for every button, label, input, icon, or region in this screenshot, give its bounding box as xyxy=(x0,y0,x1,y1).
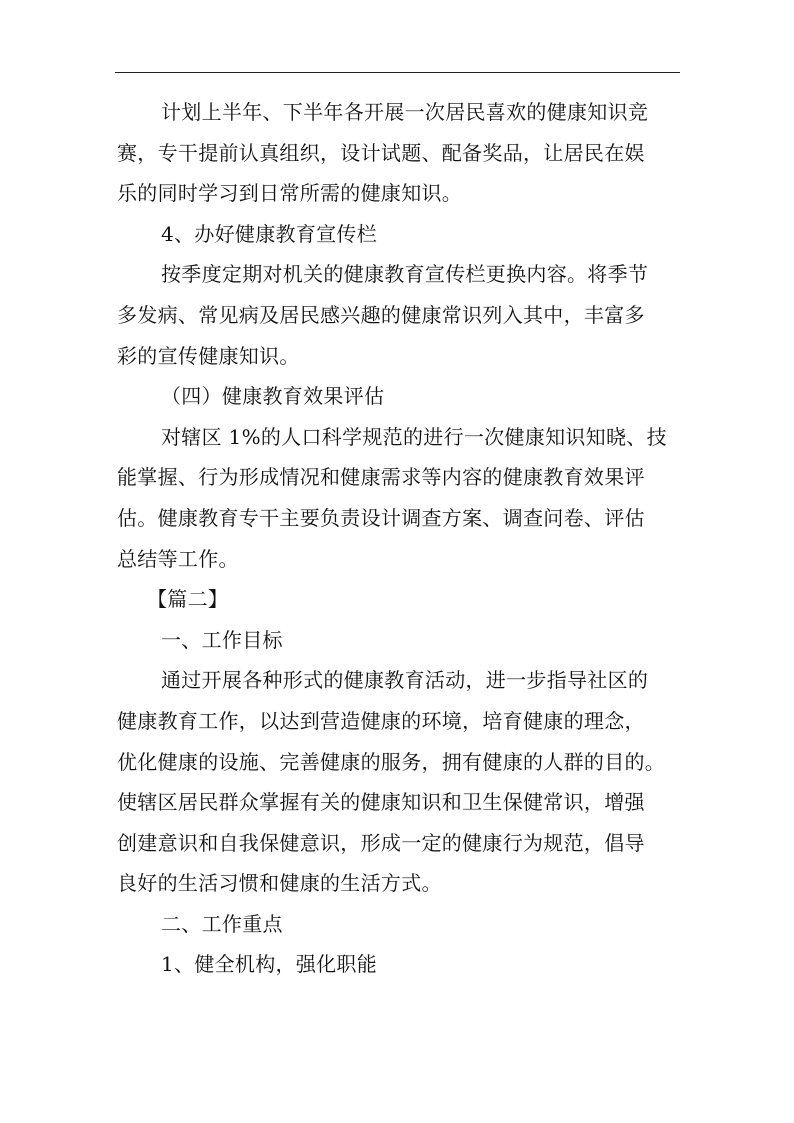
section-heading: 4、办好健康教育宣传栏 xyxy=(161,221,378,246)
paragraph-line: 能掌握、行为形成情况和健康需求等内容的健康教育效果评 xyxy=(117,465,645,490)
paragraph-line: 对辖区 1%的人口科学规范的进行一次健康知识知晓、技 xyxy=(161,424,667,449)
paragraph-line: 计划上半年、下半年各开展一次居民喜欢的健康知识竞 xyxy=(161,100,649,124)
header-rule xyxy=(115,72,680,73)
document-body xyxy=(117,92,677,985)
paragraph-line: 使辖区居民群众掌握有关的健康知识和卫生保健常识，增强 xyxy=(117,790,645,815)
paragraph-line: 通过开展各种形式的健康教育活动，进一步指导社区的 xyxy=(161,668,649,693)
paragraph-line: 优化健康的设施、完善健康的服务，拥有健康的人群的目的。 xyxy=(117,749,666,774)
paragraph-line: 总结等工作。 xyxy=(117,546,239,571)
part-heading: 【篇二】 xyxy=(147,587,229,612)
paragraph-line: 多发病、常见病及居民感兴趣的健康常识列入其中，丰富多 xyxy=(117,302,645,327)
paragraph-line: 健康教育工作，以达到营造健康的环境，培育健康的理念， xyxy=(117,708,645,733)
section-heading: 二、工作重点 xyxy=(161,911,283,936)
paragraph-line: 彩的宣传健康知识。 xyxy=(117,343,300,368)
paragraph-line: 乐的同时学习到日常所需的健康知识。 xyxy=(117,181,463,206)
paragraph-line: 创建意识和自我保健意识，形成一定的健康行为规范，倡导 xyxy=(117,830,645,855)
section-heading: 1、健全机构，强化职能 xyxy=(161,952,378,977)
paragraph-line: 良好的生活习惯和健康的生活方式。 xyxy=(117,871,442,896)
paragraph-line: 按季度定期对机关的健康教育宣传栏更换内容。将季节 xyxy=(161,262,649,287)
section-heading: 一、工作目标 xyxy=(161,627,283,652)
paragraph-line: 估。健康教育专干主要负责设计调查方案、调查问卷、评估 xyxy=(117,505,645,530)
section-heading: （四）健康教育效果评估 xyxy=(161,384,385,409)
paragraph-line: 赛，专干提前认真组织，设计试题、配备奖品，让居民在娱 xyxy=(117,140,645,165)
